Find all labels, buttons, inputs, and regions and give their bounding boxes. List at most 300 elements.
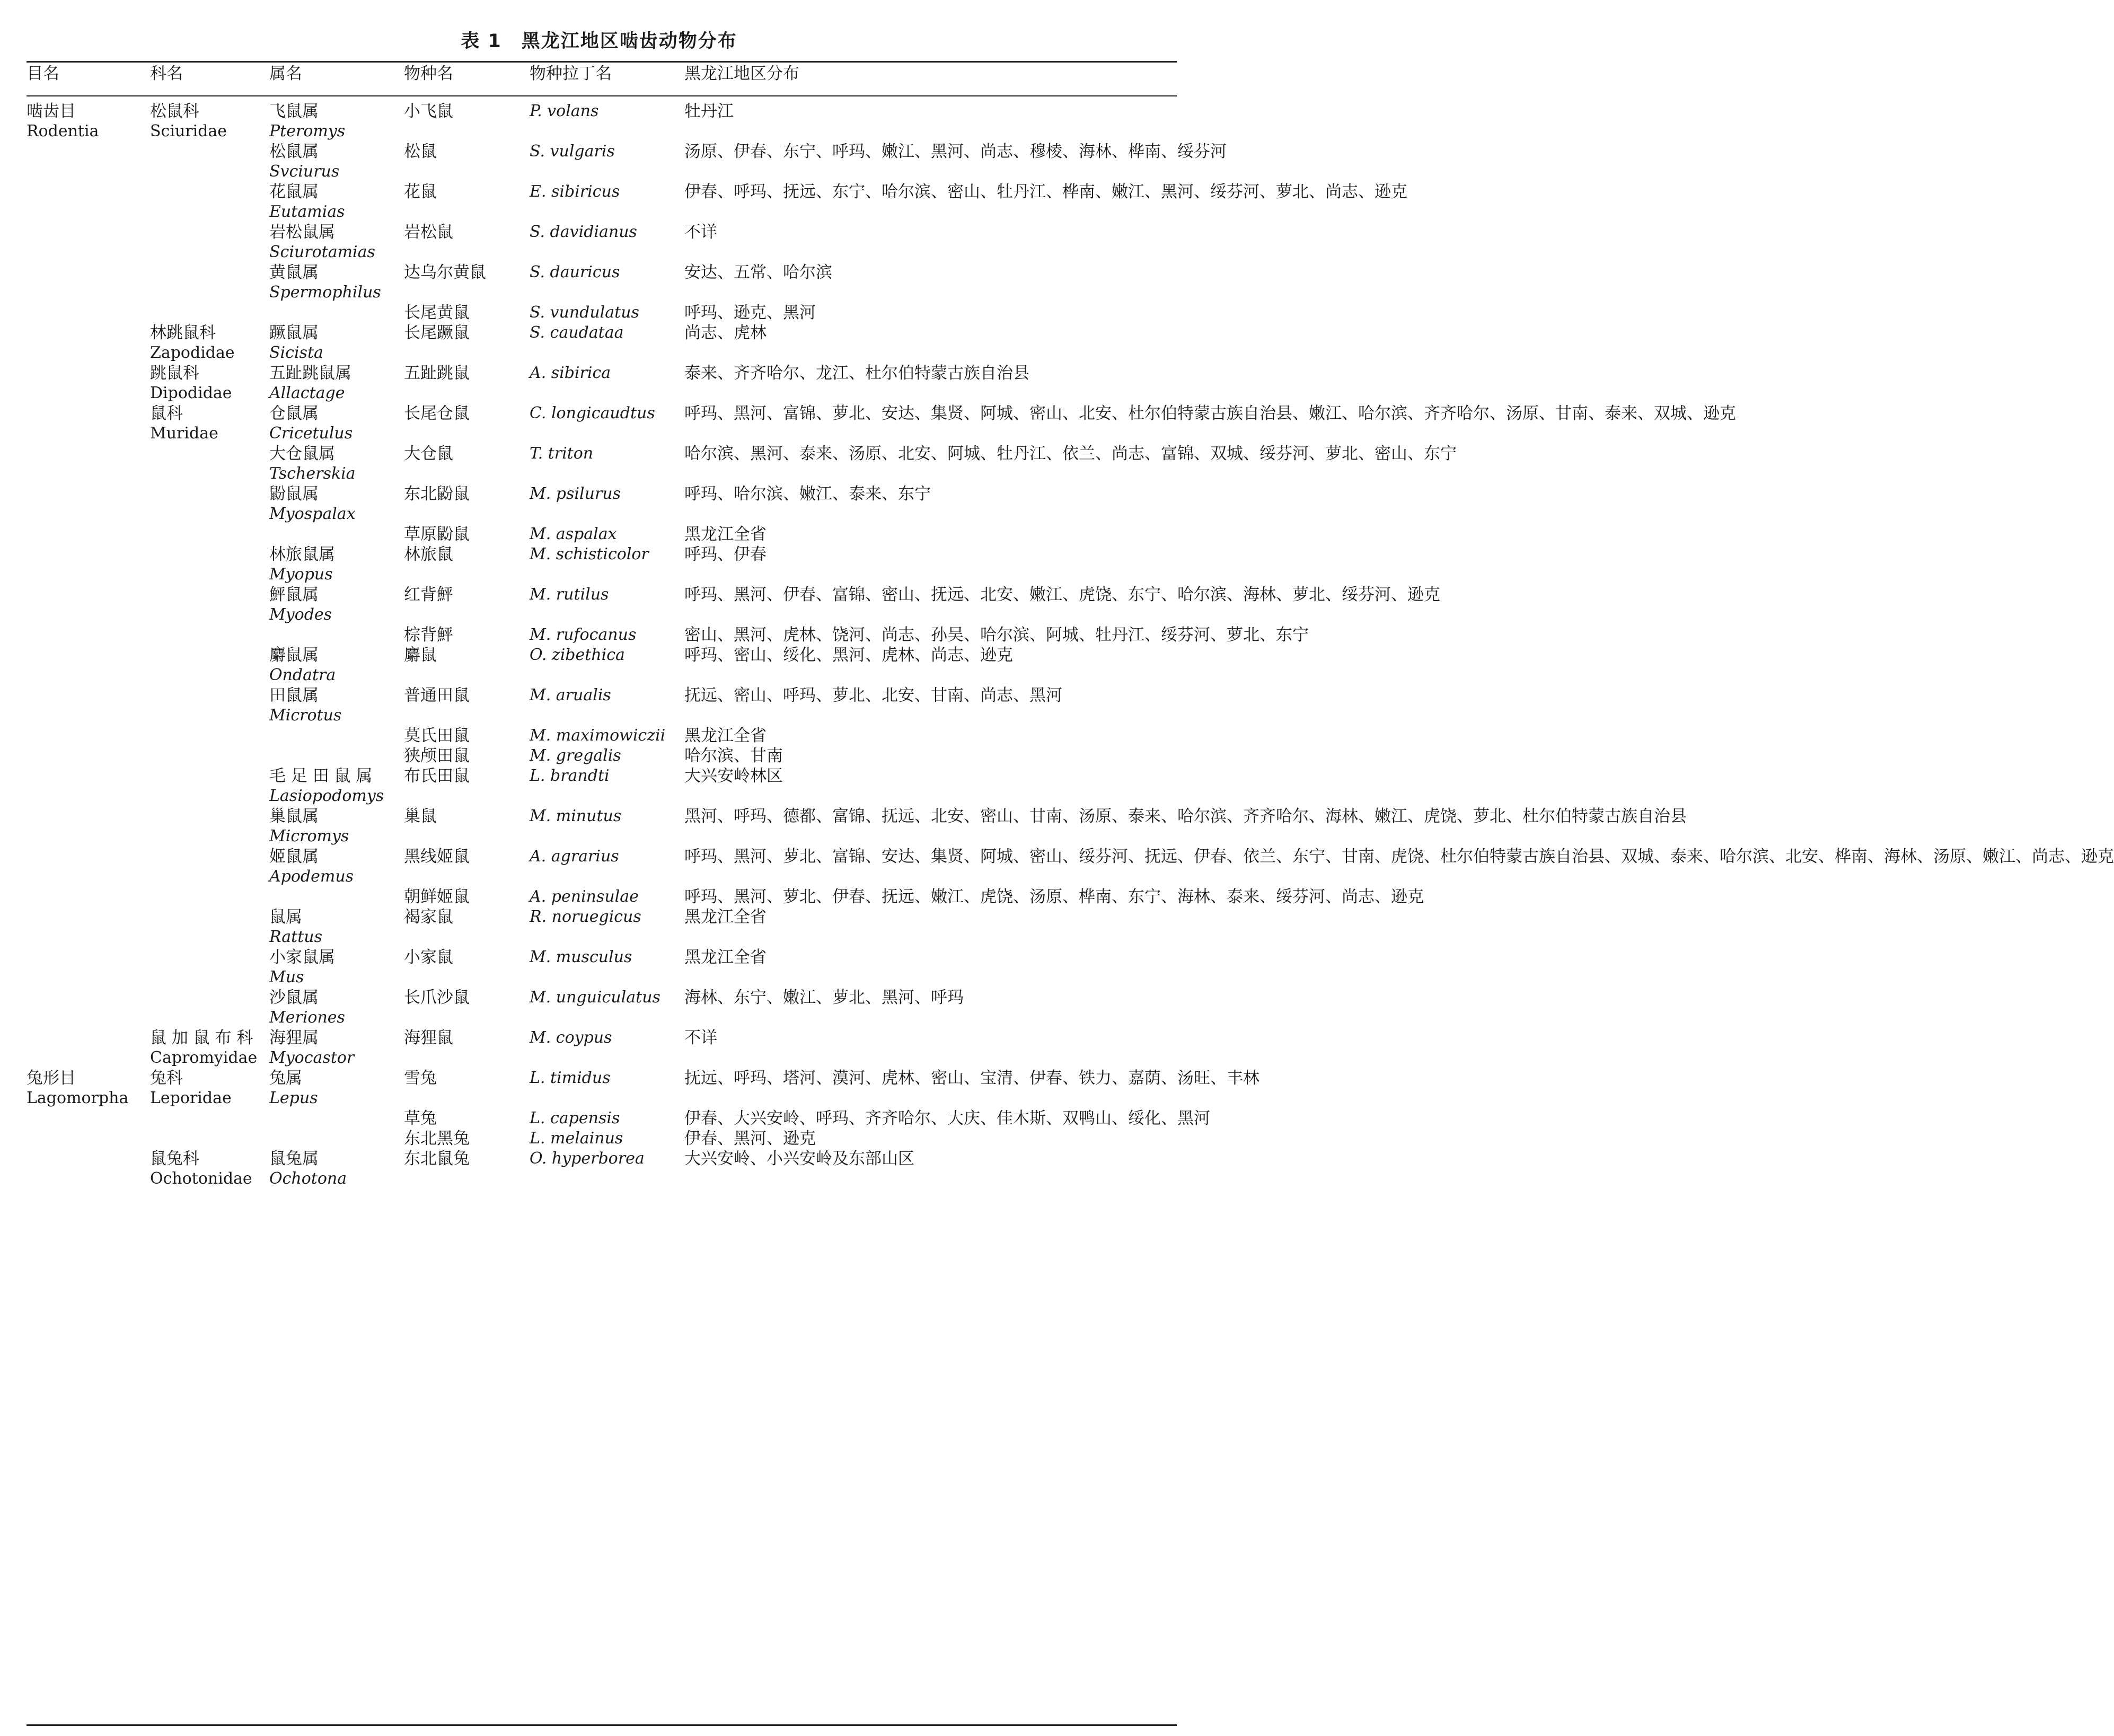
latin-cell: [530, 544, 684, 585]
order-cell: [27, 726, 150, 746]
species-cell: [404, 222, 530, 262]
order-cell: [27, 585, 150, 625]
genus-name-cn: 飞鼠属: [269, 102, 319, 121]
order-cell: [27, 303, 150, 323]
distribution-text: 密山、黑河、虎林、饶河、尚志、孙吴、哈尔滨、阿城、牡丹江、绥芬河、萝北、东宁: [684, 625, 1309, 645]
species-cell: [404, 303, 530, 323]
family-name-cn: 跳鼠科: [150, 364, 199, 383]
latin-cell: [530, 363, 684, 403]
table-row: [27, 222, 1177, 262]
genus-name-latin: Meriones: [269, 1008, 345, 1027]
genus-name-latin: Sciurotamias: [269, 243, 375, 261]
distribution-cell: [684, 1108, 1210, 1129]
distribution-cell: [684, 1149, 1177, 1189]
table-row: [27, 746, 1177, 766]
distribution-text: 黑龙江全省: [684, 948, 767, 967]
genus-name-latin: Svciurus: [269, 162, 340, 181]
species-cell: [404, 806, 530, 847]
latin-cell: [530, 222, 684, 262]
genus-name-cn: 鼠兔属: [269, 1149, 319, 1168]
table-row: [27, 988, 1177, 1028]
species-cell: [404, 142, 530, 182]
table-row: [27, 303, 1177, 323]
species-name: 雪兔: [404, 1069, 437, 1088]
species-name: 长尾蹶鼠: [404, 323, 470, 342]
order-cell: [27, 323, 150, 363]
distribution-text: 不详: [684, 223, 717, 242]
distribution-cell: [684, 1068, 1259, 1108]
table-row: [27, 363, 1177, 403]
distribution-text: 呼玛、黑河、伊春、富锦、密山、抚远、北安、嫩江、虎饶、东宁、哈尔滨、海林、萝北、绥芬河、逊克: [684, 585, 1440, 604]
family-cell: [150, 222, 269, 262]
genus-cell: [269, 887, 404, 907]
species-cell: [404, 746, 530, 766]
table-row: [27, 1028, 1177, 1068]
species-cell: [404, 625, 530, 645]
species-latin-name: M. arualis: [530, 686, 611, 704]
order-cell: [27, 524, 150, 544]
distribution-text: 大兴安岭林区: [684, 766, 783, 786]
genus-cell: [269, 544, 404, 585]
family-name-cn: 鼠兔科: [150, 1149, 199, 1168]
table-row: [27, 625, 1177, 645]
species-name: 达乌尔黄鼠: [404, 263, 486, 282]
genus-cell: [269, 444, 404, 484]
table-row: [27, 524, 1177, 544]
species-latin-name: L. brandti: [530, 766, 610, 785]
distribution-cell: [684, 947, 1177, 988]
family-cell: [150, 142, 269, 182]
distribution-text: 伊春、呼玛、抚远、东宁、哈尔滨、密山、牡丹江、桦南、嫩江、黑河、绥芬河、萝北、尚志、逊克: [684, 182, 1407, 201]
distribution-cell: [684, 766, 1177, 806]
family-cell: [150, 403, 269, 444]
species-latin-name: S. caudataa: [530, 323, 624, 342]
species-latin-name: S. vundulatus: [530, 303, 639, 322]
table-row: [27, 403, 1177, 444]
latin-cell: [530, 988, 684, 1028]
species-cell: [404, 726, 530, 746]
species-name: 布氏田鼠: [404, 766, 470, 786]
distribution-text: 牡丹江: [684, 102, 734, 121]
latin-cell: [530, 182, 684, 222]
family-cell: [150, 444, 269, 484]
species-cell: [404, 403, 530, 444]
latin-cell: [530, 887, 684, 907]
distribution-text: 哈尔滨、黑河、泰来、汤原、北安、阿城、牡丹江、依兰、尚志、富锦、双城、绥芬河、萝北、密山、东宁: [684, 444, 1457, 463]
table-row: [27, 766, 1177, 806]
distribution-cell: [684, 363, 1177, 403]
table-row: [27, 947, 1177, 988]
species-latin-name: A. sibirica: [530, 364, 611, 382]
genus-name-cn: 松鼠属: [269, 142, 319, 161]
order-cell: [27, 988, 150, 1028]
genus-cell: [269, 685, 404, 726]
order-cell: [27, 907, 150, 947]
species-latin-name: C. longicaudtus: [530, 404, 655, 422]
distribution-cell: [684, 625, 1309, 645]
distribution-cell: [684, 484, 1177, 524]
family-cell: [150, 96, 269, 142]
distribution-cell: [684, 726, 1177, 746]
species-cell: [404, 544, 530, 585]
distribution-text: 抚远、呼玛、塔河、漠河、虎林、密山、宝清、伊春、铁力、嘉荫、汤旺、丰林: [684, 1069, 1259, 1088]
family-cell: [150, 988, 269, 1028]
distribution-text: 黑河、呼玛、德都、富锦、抚远、北安、密山、甘南、汤原、泰来、哈尔滨、齐齐哈尔、海林、嫩江、虎饶、萝北、杜尔伯特蒙古族自治县: [684, 807, 1687, 826]
genus-name-latin: Myocastor: [269, 1048, 355, 1067]
distribution-cell: [684, 544, 1177, 585]
latin-cell: [530, 585, 684, 625]
species-name: 长尾仓鼠: [404, 404, 470, 423]
table-row: [27, 323, 1177, 363]
distribution-cell: [684, 524, 1177, 544]
species-latin-name: P. volans: [530, 102, 599, 120]
species-cell: [404, 847, 530, 887]
species-cell: [404, 1149, 530, 1189]
genus-name-latin: Eutamias: [269, 202, 345, 221]
family-name-latin: Capromyidae: [150, 1048, 258, 1067]
distribution-text: 黑龙江全省: [684, 726, 767, 745]
genus-cell: [269, 142, 404, 182]
latin-cell: [530, 303, 684, 323]
order-cell: [27, 363, 150, 403]
species-name: 五趾跳鼠: [404, 364, 470, 383]
genus-name-cn: 麝鼠属: [269, 646, 319, 665]
latin-cell: [530, 1129, 684, 1149]
species-name: 东北鼠兔: [404, 1149, 470, 1168]
species-latin-name: S. vulgaris: [530, 142, 615, 161]
species-cell: [404, 887, 530, 907]
distribution-cell: [684, 262, 1177, 303]
order-cell: [27, 142, 150, 182]
species-latin-name: O. hyperborea: [530, 1149, 645, 1168]
genus-cell: [269, 524, 404, 544]
genus-name-cn: 田鼠属: [269, 686, 319, 705]
family-cell: [150, 625, 269, 645]
order-name-cn: 兔形目: [27, 1069, 76, 1088]
family-cell: [150, 947, 269, 988]
latin-cell: [530, 403, 684, 444]
genus-name-latin: Ochotona: [269, 1169, 347, 1188]
distribution-cell: [684, 907, 1177, 947]
latin-cell: [530, 806, 684, 847]
genus-name-cn: 姬鼠属: [269, 847, 319, 866]
species-name: 岩松鼠: [404, 223, 453, 242]
species-latin-name: L. melainus: [530, 1129, 623, 1148]
distribution-text: 呼玛、黑河、萝北、富锦、安达、集贤、阿城、密山、绥芬河、抚远、伊春、依兰、东宁、甘南、虎饶、杜尔伯特蒙古族自治县、双城、泰来、哈尔滨、北安、桦南、海林、汤原、嫩江、尚志、逊克: [684, 847, 2114, 866]
family-name-cn: 鼠科: [150, 404, 183, 423]
distribution-text: 黑龙江全省: [684, 907, 767, 927]
distribution-text: 呼玛、密山、绥化、黑河、虎林、尚志、逊克: [684, 646, 1013, 665]
family-name-latin: Ochotonidae: [150, 1169, 252, 1188]
species-latin-name: M. aspalax: [530, 525, 617, 543]
species-name: 褐家鼠: [404, 907, 453, 927]
genus-cell: [269, 1068, 404, 1108]
genus-cell: [269, 625, 404, 645]
order-cell: [27, 444, 150, 484]
order-cell: [27, 182, 150, 222]
distribution-cell: [684, 988, 1177, 1028]
header-latin: 物种拉丁名: [530, 64, 612, 83]
order-cell: [27, 484, 150, 524]
genus-cell: [269, 1129, 404, 1149]
family-cell: [150, 524, 269, 544]
species-cell: [404, 262, 530, 303]
genus-name-latin: Micromys: [269, 827, 349, 845]
distribution-cell: [684, 142, 1227, 182]
genus-cell: [269, 907, 404, 947]
species-cell: [404, 182, 530, 222]
species-latin-name: E. sibiricus: [530, 182, 620, 201]
family-cell: [150, 1068, 269, 1108]
distribution-text: 不详: [684, 1028, 717, 1047]
distribution-cell: [684, 887, 1424, 907]
species-name: 东北黑兔: [404, 1129, 470, 1148]
header-species: 物种名: [404, 64, 453, 83]
species-cell: [404, 363, 530, 403]
species-latin-name: R. noruegicus: [530, 907, 641, 926]
latin-cell: [530, 907, 684, 947]
family-cell: [150, 182, 269, 222]
species-cell: [404, 988, 530, 1028]
genus-name-cn: 鼢鼠属: [269, 484, 319, 504]
genus-name-cn: 仓鼠属: [269, 404, 319, 423]
distribution-text: 抚远、密山、呼玛、萝北、北安、甘南、尚志、黑河: [684, 686, 1062, 705]
species-name: 朝鲜姬鼠: [404, 887, 470, 906]
species-name: 林旅鼠: [404, 545, 453, 564]
genus-cell: [269, 806, 404, 847]
family-cell: [150, 1149, 269, 1189]
latin-cell: [530, 1068, 684, 1108]
genus-name-cn: 兔属: [269, 1069, 302, 1088]
family-cell: [150, 746, 269, 766]
order-cell: [27, 847, 150, 887]
species-cell: [404, 1068, 530, 1108]
distribution-cell: [684, 303, 1177, 323]
order-cell: [27, 887, 150, 907]
species-latin-name: M. minutus: [530, 807, 622, 825]
table-row: [27, 585, 1177, 625]
order-cell: [27, 262, 150, 303]
genus-name-latin: Tscherskia: [269, 464, 356, 483]
table-row: [27, 907, 1177, 947]
genus-name-cn: 鼠属: [269, 907, 302, 927]
table-row: [27, 726, 1177, 746]
latin-cell: [530, 746, 684, 766]
distribution-cell: [684, 1028, 1177, 1068]
genus-cell: [269, 262, 404, 303]
genus-name-cn: 巢鼠属: [269, 807, 319, 826]
species-cell: [404, 907, 530, 947]
species-latin-name: M. rufocanus: [530, 625, 637, 644]
family-name-latin: Sciuridae: [150, 122, 227, 140]
order-cell: [27, 766, 150, 806]
genus-cell: [269, 303, 404, 323]
genus-name-cn: 小家鼠属: [269, 948, 335, 967]
genus-cell: [269, 1108, 404, 1129]
family-name-cn: 鼠 加 鼠 布 科: [150, 1028, 253, 1047]
distribution-cell: [684, 444, 1457, 484]
distribution-text: 大兴安岭、小兴安岭及东部山区: [684, 1149, 914, 1168]
genus-cell: [269, 403, 404, 444]
species-name: 长尾黄鼠: [404, 303, 470, 322]
latin-cell: [530, 766, 684, 806]
genus-name-latin: Lasiopodomys: [269, 787, 384, 805]
species-cell: [404, 444, 530, 484]
genus-cell: [269, 988, 404, 1028]
distribution-text: 伊春、黑河、逊克: [684, 1129, 816, 1148]
top-rule: [27, 61, 1177, 63]
order-cell: [27, 403, 150, 444]
table-row: [27, 847, 1177, 887]
family-cell: [150, 766, 269, 806]
species-latin-name: A. agrarius: [530, 847, 619, 866]
distribution-text: 泰来、齐齐哈尔、龙江、杜尔伯特蒙古族自治县: [684, 364, 1029, 383]
header-family: 科名: [150, 64, 183, 83]
species-name: 棕背鮃: [404, 625, 453, 645]
genus-name-cn: 蹶鼠属: [269, 323, 319, 342]
genus-cell: [269, 182, 404, 222]
genus-cell: [269, 484, 404, 524]
genus-cell: [269, 323, 404, 363]
species-cell: [404, 645, 530, 685]
distribution-cell: [684, 685, 1177, 726]
distribution-text: 呼玛、伊春: [684, 545, 767, 564]
family-name-latin: Zapodidae: [150, 343, 235, 362]
genus-name-latin: Pteromys: [269, 122, 346, 140]
species-latin-name: S. dauricus: [530, 263, 620, 281]
distribution-cell: [684, 182, 1407, 222]
distribution-cell: [684, 323, 1177, 363]
genus-name-cn: 黄鼠属: [269, 263, 319, 282]
species-name: 黑线姬鼠: [404, 847, 470, 866]
table-row: [27, 262, 1177, 303]
genus-name-cn: 沙鼠属: [269, 988, 319, 1007]
genus-name-latin: Allactage: [269, 384, 345, 402]
genus-cell: [269, 645, 404, 685]
distribution-text: 呼玛、哈尔滨、嫩江、泰来、东宁: [684, 484, 931, 504]
family-cell: [150, 645, 269, 685]
distribution-text: 呼玛、黑河、萝北、伊春、抚远、嫩江、虎饶、汤原、桦南、东宁、海林、泰来、绥芬河、尚志、逊克: [684, 887, 1424, 906]
family-cell: [150, 806, 269, 847]
genus-name-cn: 岩松鼠属: [269, 223, 335, 242]
table-row: [27, 645, 1177, 685]
species-name: 红背鮃: [404, 585, 453, 604]
species-latin-name: M. coypus: [530, 1028, 612, 1047]
species-cell: [404, 1129, 530, 1149]
species-name: 东北鼢鼠: [404, 484, 470, 504]
latin-cell: [530, 625, 684, 645]
species-cell: [404, 524, 530, 544]
species-name: 海狸鼠: [404, 1028, 453, 1047]
latin-cell: [530, 847, 684, 887]
order-cell: [27, 685, 150, 726]
table-body: [27, 96, 2114, 1189]
genus-cell: [269, 766, 404, 806]
species-name: 松鼠: [404, 142, 437, 161]
species-cell: [404, 484, 530, 524]
family-cell: [150, 847, 269, 887]
species-name: 小飞鼠: [404, 102, 453, 121]
family-cell: [150, 484, 269, 524]
latin-cell: [530, 96, 684, 142]
species-name: 莫氏田鼠: [404, 726, 470, 745]
distribution-cell: [684, 806, 1687, 847]
species-latin-name: M. musculus: [530, 948, 632, 966]
table-row: [27, 142, 1177, 182]
order-cell: [27, 222, 150, 262]
genus-name-latin: Cricetulus: [269, 424, 353, 443]
rodent-distribution-table: [27, 64, 2114, 1189]
species-name: 草兔: [404, 1109, 437, 1128]
species-name: 巢鼠: [404, 807, 437, 826]
table-row: [27, 1108, 1177, 1129]
genus-name-cn: 大仓鼠属: [269, 444, 335, 463]
latin-cell: [530, 947, 684, 988]
species-cell: [404, 766, 530, 806]
species-name: 草原鼢鼠: [404, 525, 470, 544]
latin-cell: [530, 484, 684, 524]
species-latin-name: M. psilurus: [530, 484, 621, 503]
distribution-cell: [684, 645, 1177, 685]
genus-cell: [269, 96, 404, 142]
genus-name-latin: Myospalax: [269, 505, 356, 523]
species-name: 大仓鼠: [404, 444, 453, 463]
family-cell: [150, 1108, 269, 1129]
header-order: 目名: [27, 64, 59, 83]
order-name-cn: 啮齿目: [27, 102, 76, 121]
family-name-latin: Muridae: [150, 424, 218, 443]
genus-name-latin: Apodemus: [269, 867, 354, 886]
order-cell: [27, 1108, 150, 1129]
table-row: [27, 444, 1177, 484]
latin-cell: [530, 262, 684, 303]
family-name-cn: 林跳鼠科: [150, 323, 216, 342]
order-cell: [27, 1068, 150, 1108]
order-cell: [27, 746, 150, 766]
latin-cell: [530, 524, 684, 544]
genus-name-cn: 花鼠属: [269, 182, 319, 201]
species-latin-name: M. rutilus: [530, 585, 609, 604]
bottom-rule: [27, 1724, 1177, 1726]
distribution-cell: [684, 585, 1440, 625]
genus-name-cn: 五趾跳鼠属: [269, 364, 351, 383]
table-title: 表 1 黑龙江地区啮齿动物分布: [461, 31, 737, 52]
family-cell: [150, 887, 269, 907]
order-name-latin: Rodentia: [27, 122, 99, 140]
distribution-text: 尚志、虎林: [684, 323, 767, 342]
header-genus: 属名: [269, 64, 302, 83]
order-name-latin: Lagomorpha: [27, 1089, 129, 1107]
table-row: [27, 685, 1177, 726]
genus-cell: [269, 746, 404, 766]
genus-name-latin: Myopus: [269, 565, 333, 584]
species-latin-name: L. capensis: [530, 1109, 620, 1127]
latin-cell: [530, 323, 684, 363]
species-latin-name: M. maximowiczii: [530, 726, 666, 745]
distribution-text: 黑龙江全省: [684, 525, 767, 544]
family-cell: [150, 363, 269, 403]
genus-cell: [269, 363, 404, 403]
family-cell: [150, 1028, 269, 1068]
distribution-text: 呼玛、逊克、黑河: [684, 303, 816, 322]
species-cell: [404, 947, 530, 988]
species-cell: [404, 1028, 530, 1068]
distribution-text: 哈尔滨、甘南: [684, 746, 783, 765]
family-cell: [150, 323, 269, 363]
genus-cell: [269, 585, 404, 625]
genus-name-cn: 海狸属: [269, 1028, 319, 1047]
species-latin-name: M. gregalis: [530, 746, 621, 765]
